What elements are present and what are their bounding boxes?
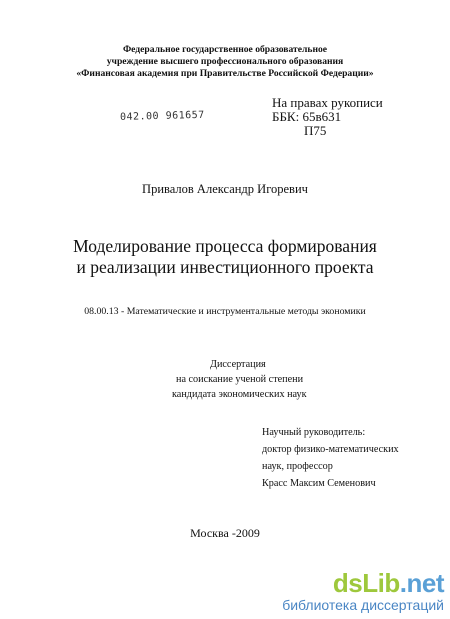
dslib-watermark (282, 570, 444, 613)
supervisor-title: наук, профессор (262, 461, 333, 472)
dissertation-label: Диссертация (210, 359, 266, 370)
library-stamp: 042.00 961657 (119, 109, 205, 123)
degree-field: кандидата экономических наук (172, 389, 307, 400)
dslib-logo-part2: .net (399, 568, 444, 598)
institution-line-3: «Финансовая академия при Правительстве Российской Федерации» (76, 68, 374, 79)
dslib-logo (282, 570, 444, 596)
dslib-tagline: библиотека диссертаций (282, 597, 444, 613)
supervisor-label: Научный руководитель: (262, 427, 366, 438)
institution-line-2: учреждение высшего профессионального образования (106, 56, 344, 67)
thesis-title-line-1: Моделирование процесса формирования (73, 236, 377, 256)
thesis-title-line-2: и реализации инвестиционного проекта (76, 257, 374, 277)
specialty-code: 08.00.13 - Математические и инструментальные методы экономики (84, 306, 366, 317)
author-name: Привалов Александр Игоревич (142, 182, 308, 196)
bbk-code: ББК: 65в631 (272, 109, 342, 124)
classification-code: П75 (304, 123, 327, 138)
supervisor-degree: доктор физико-математических (262, 444, 399, 455)
degree-line: на соискание ученой степени (176, 374, 304, 385)
institution-line-1: Федеральное государственное образовательное (122, 44, 328, 55)
manuscript-rights: На правах рукописи (272, 95, 383, 110)
dslib-logo-part1: dsLib (332, 568, 400, 598)
city-year: Москва -2009 (190, 526, 260, 540)
supervisor-name: Красс Максим Семенович (262, 478, 376, 489)
